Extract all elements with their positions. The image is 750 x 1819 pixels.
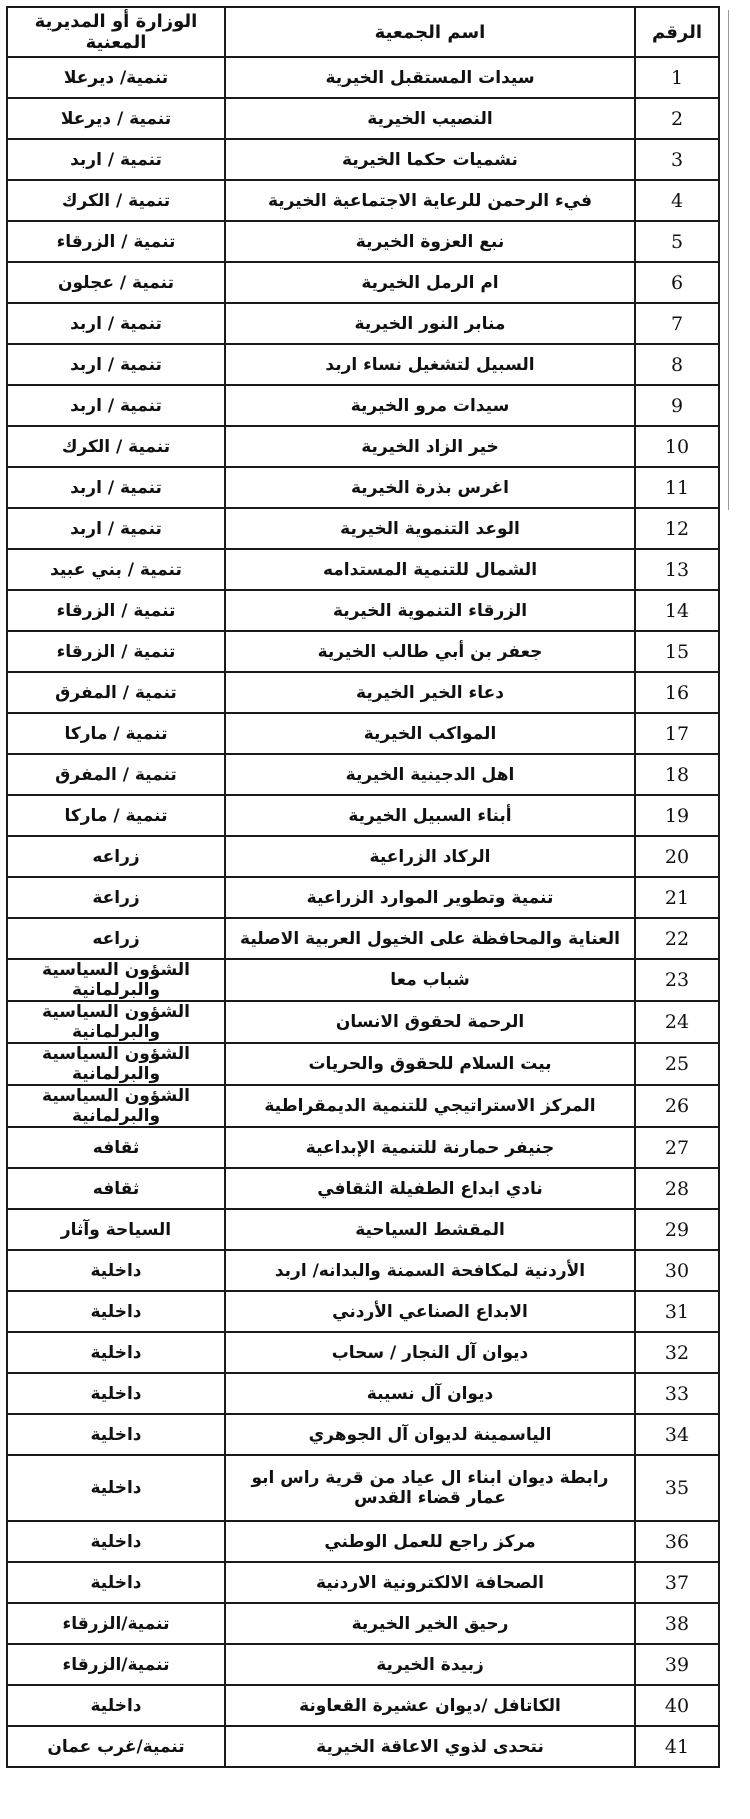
row-number-cell: 15: [635, 631, 719, 672]
association-name-cell: المواكب الخيرية: [225, 713, 635, 754]
row-number-cell: 12: [635, 508, 719, 549]
row-number-cell: 7: [635, 303, 719, 344]
table-row: [7, 180, 719, 221]
association-name-cell: أبناء السبيل الخيرية: [225, 795, 635, 836]
association-name-cell: منابر النور الخيرية: [225, 303, 635, 344]
ministry-cell: داخلية: [7, 1332, 225, 1373]
row-number-cell: 28: [635, 1168, 719, 1209]
table-row: [7, 1043, 719, 1085]
association-name-cell: اهل الدجينية الخيرية: [225, 754, 635, 795]
row-number-cell: 22: [635, 918, 719, 959]
header-association-name: اسم الجمعية: [225, 7, 635, 57]
ministry-cell: تنمية / المفرق: [7, 672, 225, 713]
associations-document: [6, 6, 718, 1768]
association-name-cell: ام الرمل الخيرية: [225, 262, 635, 303]
row-number-cell: 11: [635, 467, 719, 508]
table-row: [7, 631, 719, 672]
header-ministry: الوزارة أو المديرية المعنية: [7, 7, 225, 57]
table-row: [7, 713, 719, 754]
association-name-cell: سيدات المستقبل الخيرية: [225, 57, 635, 98]
association-name-cell: الكاتافل /ديوان عشيرة القعاونة: [225, 1685, 635, 1726]
row-number-cell: 38: [635, 1603, 719, 1644]
row-number-cell: 35: [635, 1455, 719, 1521]
table-row: [7, 795, 719, 836]
ministry-cell: تنمية / اربد: [7, 139, 225, 180]
row-number-cell: 26: [635, 1085, 719, 1127]
association-name-cell: النصيب الخيرية: [225, 98, 635, 139]
row-number-cell: 36: [635, 1521, 719, 1562]
row-number-cell: 18: [635, 754, 719, 795]
row-number-cell: 25: [635, 1043, 719, 1085]
ministry-cell: زراعه: [7, 836, 225, 877]
table-row: [7, 836, 719, 877]
ministry-cell: داخلية: [7, 1562, 225, 1603]
table-row: [7, 303, 719, 344]
association-name-cell: نادي ابداع الطفيلة الثقافي: [225, 1168, 635, 1209]
table-row: [7, 672, 719, 713]
ministry-cell: تنمية/غرب عمان: [7, 1726, 225, 1767]
association-name-cell: تنمية وتطوير الموارد الزراعية: [225, 877, 635, 918]
association-name-cell: العناية والمحافظة على الخيول العربية الاصلية: [225, 918, 635, 959]
row-number-cell: 21: [635, 877, 719, 918]
row-number-cell: 29: [635, 1209, 719, 1250]
table-row: [7, 221, 719, 262]
association-name-cell: الرحمة لحقوق الانسان: [225, 1001, 635, 1043]
association-name-cell: الأردنية لمكافحة السمنة والبدانه/ اربد: [225, 1250, 635, 1291]
table-row: [7, 426, 719, 467]
association-name-cell: المركز الاستراتيجي للتنمية الديمقراطية: [225, 1085, 635, 1127]
row-number-cell: 24: [635, 1001, 719, 1043]
row-number-cell: 17: [635, 713, 719, 754]
ministry-cell: تنمية / اربد: [7, 385, 225, 426]
ministry-cell: السياحة وآثار: [7, 1209, 225, 1250]
ministry-cell: الشؤون السياسية والبرلمانية: [7, 1001, 225, 1043]
association-name-cell: الزرقاء التنموية الخيرية: [225, 590, 635, 631]
table-row: [7, 590, 719, 631]
ministry-cell: تنمية / الزرقاء: [7, 590, 225, 631]
ministry-cell: تنمية / الكرك: [7, 426, 225, 467]
table-row: [7, 1644, 719, 1685]
ministry-cell: تنمية / ديرعلا: [7, 98, 225, 139]
association-name-cell: خير الزاد الخيرية: [225, 426, 635, 467]
row-number-cell: 16: [635, 672, 719, 713]
row-number-cell: 20: [635, 836, 719, 877]
row-number-cell: 32: [635, 1332, 719, 1373]
row-number-cell: 10: [635, 426, 719, 467]
ministry-cell: ثقافه: [7, 1168, 225, 1209]
row-number-cell: 23: [635, 959, 719, 1001]
association-name-cell: نتحدى لذوي الاعاقة الخيرية: [225, 1726, 635, 1767]
ministry-cell: زراعه: [7, 918, 225, 959]
ministry-cell: داخلية: [7, 1373, 225, 1414]
table-row: [7, 1085, 719, 1127]
table-row: [7, 139, 719, 180]
table-row: [7, 508, 719, 549]
row-number-cell: 39: [635, 1644, 719, 1685]
ministry-cell: داخلية: [7, 1414, 225, 1455]
row-number-cell: 1: [635, 57, 719, 98]
table-header: [7, 7, 719, 57]
row-number-cell: 40: [635, 1685, 719, 1726]
association-name-cell: السبيل لتشغيل نساء اربد: [225, 344, 635, 385]
associations-table: [6, 6, 720, 1768]
ministry-cell: تنمية/الزرقاء: [7, 1603, 225, 1644]
association-name-cell: الوعد التنموية الخيرية: [225, 508, 635, 549]
table-row: [7, 1685, 719, 1726]
association-name-cell: الياسمينة لديوان آل الجوهري: [225, 1414, 635, 1455]
ministry-cell: تنمية / اربد: [7, 467, 225, 508]
row-number-cell: 31: [635, 1291, 719, 1332]
association-name-cell: الابداع الصناعي الأردني: [225, 1291, 635, 1332]
table-row: [7, 959, 719, 1001]
table-row: [7, 1603, 719, 1644]
association-name-cell: المقشط السياحية: [225, 1209, 635, 1250]
association-name-cell: زبيدة الخيرية: [225, 1644, 635, 1685]
row-number-cell: 5: [635, 221, 719, 262]
ministry-cell: تنمية / الزرقاء: [7, 221, 225, 262]
table-row: [7, 262, 719, 303]
ministry-cell: داخلية: [7, 1455, 225, 1521]
ministry-cell: داخلية: [7, 1250, 225, 1291]
ministry-cell: الشؤون السياسية والبرلمانية: [7, 959, 225, 1001]
association-name-cell: نشميات حكما الخيرية: [225, 139, 635, 180]
table-row: [7, 1726, 719, 1767]
association-name-cell: سيدات مرو الخيرية: [225, 385, 635, 426]
association-name-cell: الركاد الزراعية: [225, 836, 635, 877]
association-name-cell: دعاء الخير الخيرية: [225, 672, 635, 713]
table-row: [7, 549, 719, 590]
table-row: [7, 98, 719, 139]
table-row: [7, 344, 719, 385]
header-row: [7, 7, 719, 57]
association-name-cell: رحيق الخير الخيرية: [225, 1603, 635, 1644]
table-row: [7, 1521, 719, 1562]
table-row: [7, 1414, 719, 1455]
row-number-cell: 27: [635, 1127, 719, 1168]
table-row: [7, 1209, 719, 1250]
table-row: [7, 1291, 719, 1332]
table-row: [7, 877, 719, 918]
table-row: [7, 1168, 719, 1209]
table-row: [7, 1562, 719, 1603]
association-name-cell: ديوان آل نسيبة: [225, 1373, 635, 1414]
ministry-cell: تنمية / الكرك: [7, 180, 225, 221]
association-name-cell: رابطة ديوان ابناء ال عياد من قرية راس ابو عمار قضاء القدس: [225, 1455, 635, 1521]
table-row: [7, 1250, 719, 1291]
ministry-cell: داخلية: [7, 1685, 225, 1726]
ministry-cell: تنمية/ ديرعلا: [7, 57, 225, 98]
row-number-cell: 14: [635, 590, 719, 631]
ministry-cell: تنمية / الزرقاء: [7, 631, 225, 672]
page-edge-line: [728, 10, 729, 510]
row-number-cell: 37: [635, 1562, 719, 1603]
row-number-cell: 41: [635, 1726, 719, 1767]
ministry-cell: داخلية: [7, 1521, 225, 1562]
ministry-cell: زراعة: [7, 877, 225, 918]
row-number-cell: 30: [635, 1250, 719, 1291]
ministry-cell: تنمية / اربد: [7, 344, 225, 385]
row-number-cell: 13: [635, 549, 719, 590]
ministry-cell: تنمية / اربد: [7, 508, 225, 549]
association-name-cell: شباب معا: [225, 959, 635, 1001]
association-name-cell: الصحافة الالكترونية الاردنية: [225, 1562, 635, 1603]
association-name-cell: بيت السلام للحقوق والحريات: [225, 1043, 635, 1085]
ministry-cell: تنمية / ماركا: [7, 713, 225, 754]
table-row: [7, 1455, 719, 1521]
association-name-cell: ديوان آل النجار / سحاب: [225, 1332, 635, 1373]
row-number-cell: 34: [635, 1414, 719, 1455]
table-row: [7, 1373, 719, 1414]
table-row: [7, 754, 719, 795]
table-row: [7, 1001, 719, 1043]
association-name-cell: نبع العزوة الخيرية: [225, 221, 635, 262]
table-row: [7, 1127, 719, 1168]
association-name-cell: جنيفر حمارنة للتنمية الإبداعية: [225, 1127, 635, 1168]
ministry-cell: تنمية / ماركا: [7, 795, 225, 836]
row-number-cell: 8: [635, 344, 719, 385]
ministry-cell: الشؤون السياسية والبرلمانية: [7, 1043, 225, 1085]
association-name-cell: مركز راجع للعمل الوطني: [225, 1521, 635, 1562]
ministry-cell: تنمية / اربد: [7, 303, 225, 344]
association-name-cell: فيء الرحمن للرعاية الاجتماعية الخيرية: [225, 180, 635, 221]
row-number-cell: 19: [635, 795, 719, 836]
ministry-cell: تنمية / المفرق: [7, 754, 225, 795]
row-number-cell: 33: [635, 1373, 719, 1414]
ministry-cell: تنمية/الزرقاء: [7, 1644, 225, 1685]
row-number-cell: 9: [635, 385, 719, 426]
association-name-cell: اغرس بذرة الخيرية: [225, 467, 635, 508]
table-row: [7, 57, 719, 98]
ministry-cell: ثقافه: [7, 1127, 225, 1168]
table-row: [7, 1332, 719, 1373]
row-number-cell: 6: [635, 262, 719, 303]
table-row: [7, 467, 719, 508]
table-row: [7, 918, 719, 959]
ministry-cell: داخلية: [7, 1291, 225, 1332]
header-number: الرقم: [635, 7, 719, 57]
row-number-cell: 2: [635, 98, 719, 139]
table-body: [7, 57, 719, 1767]
association-name-cell: الشمال للتنمية المستدامه: [225, 549, 635, 590]
row-number-cell: 3: [635, 139, 719, 180]
association-name-cell: جعفر بن أبي طالب الخيرية: [225, 631, 635, 672]
ministry-cell: تنمية / بني عبيد: [7, 549, 225, 590]
ministry-cell: الشؤون السياسية والبرلمانية: [7, 1085, 225, 1127]
row-number-cell: 4: [635, 180, 719, 221]
ministry-cell: تنمية / عجلون: [7, 262, 225, 303]
table-row: [7, 385, 719, 426]
